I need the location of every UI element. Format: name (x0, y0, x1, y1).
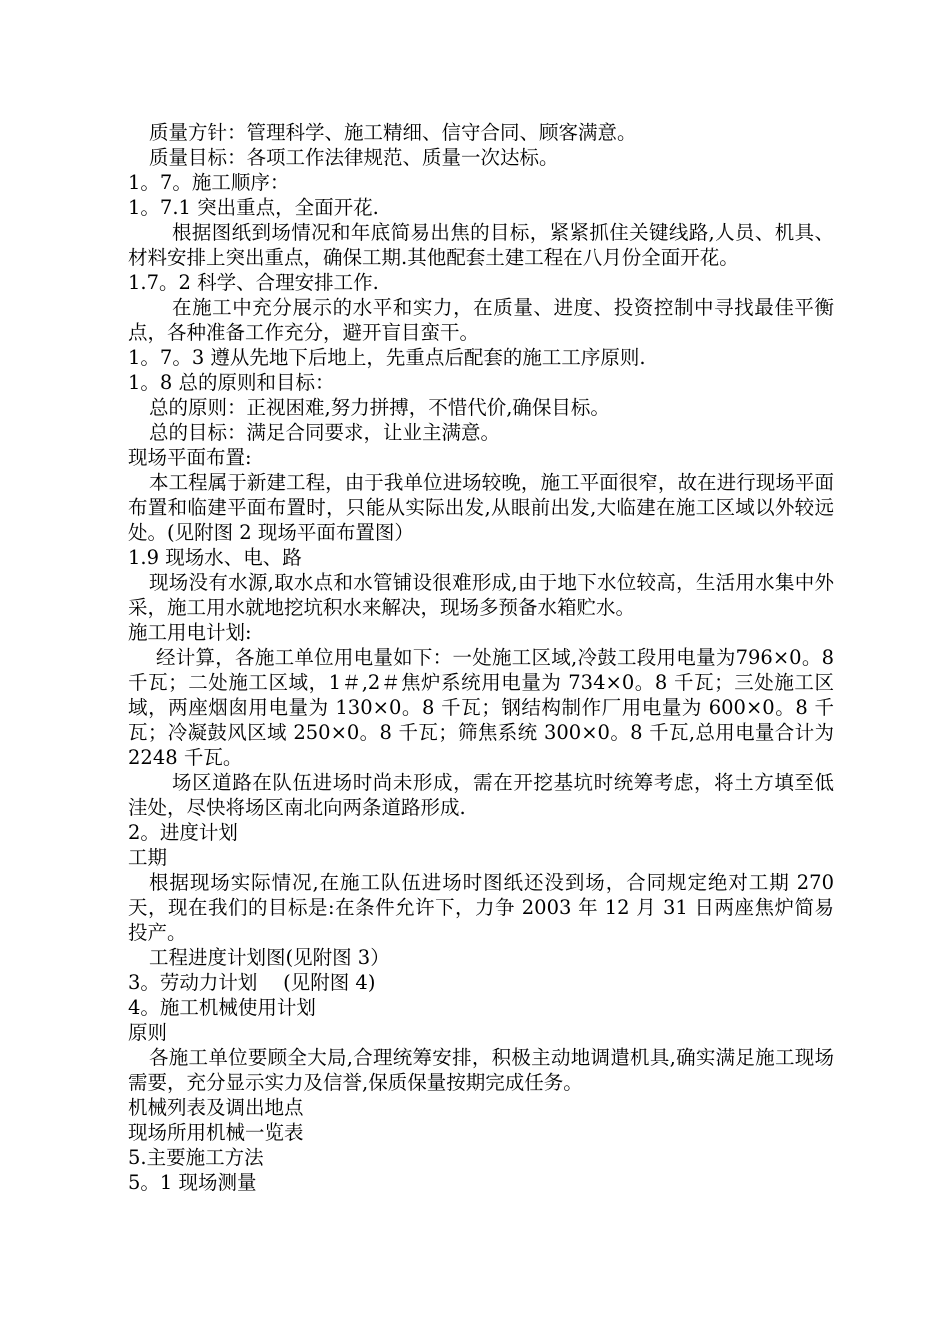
paragraph: 原则 (128, 1021, 168, 1044)
paragraph: 本工程属于新建工程，由于我单位进场较晚，施工平面很窄，故在进行现场平面布置和临建平面布置时，只能从实际出发,从眼前出发,大临建在施工区域以外较远处。(见附图 2 现场平面布置图） (128, 471, 834, 544)
paragraph: 1.7。2 科学、合理安排工作. (128, 271, 379, 294)
paragraph: 根据现场实际情况,在施工队伍进场时图纸还没到场，合同规定绝对工期 270 天，现在我们的目标是:在条件允许下，力争 2003 年 12 月 31 日两座焦炉简易投产。 (128, 871, 834, 944)
paragraph: 工期 (128, 846, 168, 869)
paragraph: 工程进度计划图(见附图 3） (149, 946, 390, 969)
paragraph: 5。1 现场测量 (128, 1171, 257, 1194)
paragraph: 各施工单位要顾全大局,合理统筹安排，积极主动地调遣机具,确实满足施工现场需要，充分显示实力及信誉,保质保量按期完成任务。 (128, 1046, 834, 1094)
paragraph: 3。劳动力计划 (见附图 4) (128, 971, 376, 994)
paragraph: 经计算，各施工单位用电量如下：一处施工区域,冷鼓工段用电量为796×0。8 千瓦；二处施工区域，1＃,2＃焦炉系统用电量为 734×0。8 千瓦；三处施工区域，两座烟囱用电量为 130×0。8 千瓦；钢结构制作厂用电量为 600×0。8 千瓦；冷凝鼓风区域 250×0。8 千瓦；筛焦系统 300×0。8 千瓦,总用电量合计为 2248 千瓦。 (128, 646, 834, 769)
paragraph: 现场没有水源,取水点和水管铺设很难形成,由于地下水位较高，生活用水集中外采，施工用水就地挖坑积水来解决，现场多预备水箱贮水。 (128, 571, 834, 619)
paragraph: 根据图纸到场情况和年底简易出焦的目标，紧紧抓住关键线路,人员、机具、材料安排上突出重点，确保工期.其他配套土建工程在八月份全面开花。 (128, 221, 834, 269)
paragraph: 1。7.1 突出重点，全面开花. (128, 196, 379, 219)
paragraph: 1。7。施工顺序： (128, 171, 290, 194)
paragraph: 在施工中充分展示的水平和实力，在质量、进度、投资控制中寻找最佳平衡点，各种准备工作充分，避开盲目蛮干。 (128, 296, 834, 344)
paragraph: 5.主要施工方法 (128, 1146, 264, 1169)
paragraph: 总的原则：正视困难,努力拼搏，不惜代价,确保目标。 (149, 396, 610, 419)
paragraph: 总的目标：满足合同要求，让业主满意。 (149, 421, 501, 444)
paragraph: 质量方针：管理科学、施工精细、信守合同、顾客满意。 (149, 121, 637, 144)
paragraph: 1。7。3 遵从先地下后地上，先重点后配套的施工工序原则. (128, 346, 646, 369)
paragraph: 4。施工机械使用计划 (128, 996, 316, 1019)
paragraph: 质量目标：各项工作法律规范、质量一次达标。 (149, 146, 559, 169)
paragraph: 施工用电计划: (128, 621, 252, 644)
paragraph: 机械列表及调出地点 (128, 1096, 304, 1119)
paragraph: 现场所用机械一览表 (128, 1121, 304, 1144)
paragraph: 2。进度计划 (128, 821, 238, 844)
paragraph: 现场平面布置: (128, 446, 252, 469)
paragraph: 1.9 现场水、电、路 (128, 546, 302, 569)
paragraph: 1。8 总的原则和目标： (128, 371, 335, 394)
paragraph: 场区道路在队伍进场时尚未形成，需在开挖基坑时统筹考虑，将土方填至低洼处，尽快将场区南北向两条道路形成. (128, 771, 834, 819)
document-page (128, 120, 834, 1195)
